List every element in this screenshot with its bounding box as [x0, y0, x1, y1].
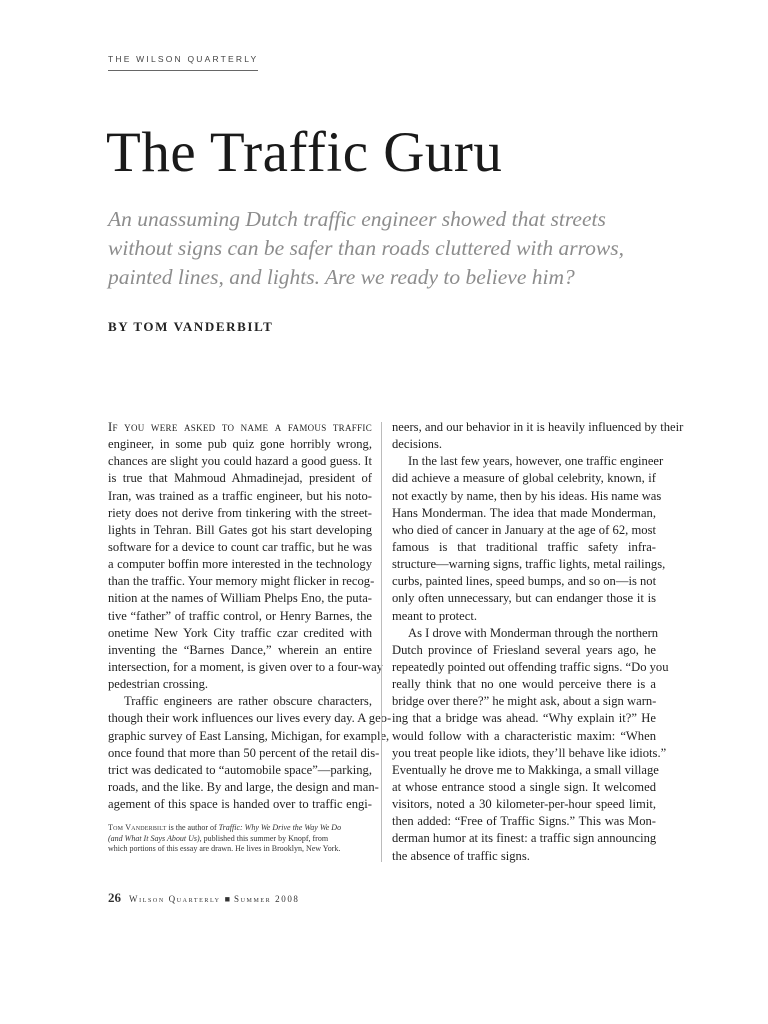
body-text-line: trict was dedicated to “automobile space”—parking,	[108, 762, 372, 777]
page-footer	[108, 889, 300, 907]
body-text-line: famous is that traditional traffic safety infra-	[392, 539, 656, 554]
body-text-line: In the last few years, however, one traffic engineer	[408, 454, 664, 469]
bio-book-subtitle: (and What It Says About Us)	[108, 833, 200, 843]
footer-publication: Wilson Quarterly	[129, 894, 221, 904]
body-text-line: though their work influences our lives every day. A geo-	[108, 711, 392, 726]
body-text-line: nition at the names of William Phelps Eno, the puta-	[108, 591, 372, 606]
bio-line: which portions of this essay are drawn. He lives in Brooklyn, New York.	[108, 844, 341, 853]
body-text-line: then added: “Free of Traffic Signs.” This was Mon-	[392, 814, 656, 829]
running-head: THE WILSON QUARTERLY	[108, 54, 258, 71]
body-text-line: agement of this space is handed over to traffic engi-	[108, 797, 372, 812]
footer-issue: Summer 2008	[234, 894, 300, 904]
body-text-line: repeatedly pointed out offending traffic signs. “Do you	[392, 659, 669, 674]
body-text-line: roads, and the like. By and large, the design and man-	[108, 779, 379, 794]
body-text-line: chances are slight you could hazard a good guess. It	[108, 454, 372, 469]
body-text-line: lights in Tehran. Bill Gates got his start developing	[108, 522, 372, 537]
bio-text: is the author of	[166, 823, 219, 832]
bio-book-title: Traffic: Why We Drive the Way We Do	[218, 823, 342, 832]
author-bio	[108, 823, 372, 855]
body-text-line: really think that no one would perceive there is a	[392, 677, 656, 692]
body-text-line: onetime New York City traffic czar credited with	[108, 625, 372, 640]
body-text-line: at whose entrance stood a single sign. It welcomed	[392, 779, 656, 794]
body-text-line: curbs, painted lines, speed bumps, and so on—is not	[392, 574, 657, 589]
bio-line	[108, 823, 372, 834]
body-text-line: engineer, in some pub quiz gone horribly wrong,	[108, 437, 372, 452]
body-text-line: decisions.	[392, 437, 443, 452]
body-text-line: Eventually he drove me to Makkinga, a small village	[392, 762, 659, 777]
body-text-line: you treat people like idiots, they’ll behave like idiots.”	[392, 745, 667, 760]
column-divider	[381, 422, 382, 862]
dek-line: painted lines, and lights. Are we ready to believe him?	[108, 265, 575, 289]
page-number: 26	[108, 890, 121, 905]
body-text-line: Dutch province of Friesland several years ago, he	[392, 642, 656, 657]
body-text-line: derman humor at its finest: a traffic sign announcing	[392, 831, 657, 846]
body-text-line: tive “father” of traffic control, or Henry Barnes, the	[108, 608, 372, 623]
body-text-line: bridge over there?” he might ask, about a sign warn-	[392, 694, 657, 709]
body-text-line: neers, and our behavior in it is heavily influenced by their	[392, 420, 684, 434]
body-text-line: not exactly by name, then by his ideas. His name was	[392, 488, 662, 503]
body-text-line: only often unnecessary, but can endanger those it is	[392, 591, 656, 606]
body-text-line: visitors, noted a 30 kilometer-per-hour speed limit,	[392, 797, 656, 812]
body-text-line: once found that more than 50 percent of the retail dis-	[108, 745, 380, 760]
article-dek	[108, 205, 668, 292]
body-column-right	[392, 419, 684, 865]
article-title: The Traffic Guru	[106, 121, 503, 184]
body-text-line: structure—warning signs, traffic lights, metal railings,	[392, 557, 666, 572]
body-text-line: pedestrian crossing.	[108, 677, 209, 692]
body-text-line: intersection, for a moment, is given over to a four-way	[108, 659, 383, 674]
body-text-line: ing that a bridge was ahead. “Why explain it?” He	[392, 711, 656, 726]
dek-line: An unassuming Dutch traffic engineer showed that streets	[108, 207, 606, 231]
body-text-line: graphic survey of East Lansing, Michigan, for example,	[108, 728, 390, 743]
body-text-line: If you were asked to name a famous traffic	[108, 420, 372, 434]
byline: BY TOM VANDERBILT	[108, 319, 274, 334]
body-text-line: Traffic engineers are rather obscure characters,	[124, 694, 372, 709]
body-text-line: the absence of traffic signs.	[392, 848, 530, 863]
body-text-line: did achieve a measure of global celebrity, known, if	[392, 471, 656, 486]
body-text-line: riety does not derive from tinkering with the street-	[108, 505, 372, 520]
body-text-line: Iran, was trained as a traffic engineer, but his noto-	[108, 488, 372, 503]
body-text-line: As I drove with Monderman through the northern	[408, 625, 659, 640]
body-text-line: than the traffic. Your memory might flicker in recog-	[108, 574, 375, 589]
body-text-line: who died of cancer in January at the age of 62, most	[392, 522, 656, 537]
body-text-line: meant to protect.	[392, 608, 477, 623]
dek-line: without signs can be safer than roads cluttered with arrows,	[108, 236, 625, 260]
bio-text: , published this summer by Knopf, from	[199, 833, 329, 843]
body-text-line: Hans Monderman. The idea that made Monderman,	[392, 505, 656, 520]
body-text-line: is true that Mahmoud Ahmadinejad, president of	[108, 471, 372, 486]
body-text-line: would follow with a characteristic maxim: “When	[392, 728, 656, 743]
footer-separator: ■	[224, 894, 230, 904]
body-text-line: software for a device to count car traffic, but he was	[108, 539, 372, 554]
bio-author-name: Tom Vanderbilt	[108, 823, 167, 832]
body-column-left	[108, 419, 392, 813]
bio-line	[108, 834, 372, 845]
body-text-line: a computer boffin more interested in the technology	[108, 557, 372, 572]
body-text-line: inventing the “Barnes Dance,” wherein an entire	[108, 642, 372, 657]
